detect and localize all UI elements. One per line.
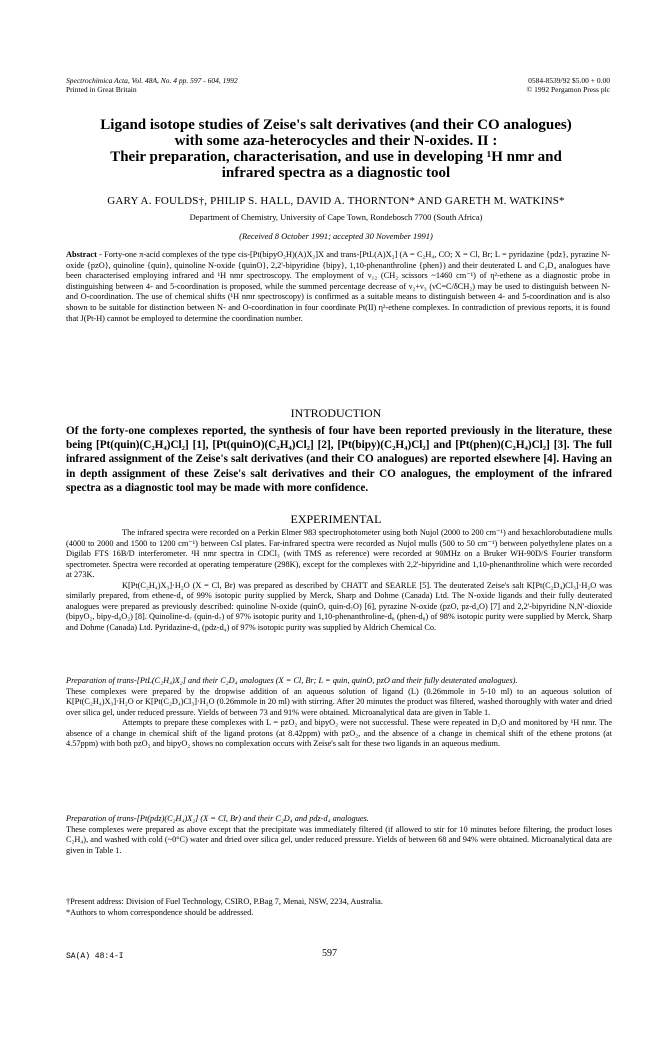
page-number: 597 (322, 948, 337, 959)
introduction-text: Of the forty-one complexes reported, the synthesis of four have been reported previously in the literature, these being [Pt(quin)(C₂H₄)Cl₂] [1], [Pt(quinO)(C₂H₄)Cl₂] [2], [Pt(bipy)(C₂H₄)Cl₂] and [Pt(phen)(C₂H₄)Cl₂] [3]. The full infrared assignment of the Zeise's salt derivatives (and their CO analogues) are reported elsewhere [4]. Having an in depth assignment of these Zeise's salt derivatives and their CO analogues, the employment of the infrared spectra as a diagnostic tool may be made with more confidence. (66, 425, 612, 494)
paper-title (60, 117, 612, 181)
experimental-paragraph-2: K[Pt(C₂H₄)X₃]·H₂O (X = Cl, Br) was prepared as described by CHATT and SEARLE [5]. The deuterated Zeise's salt K[Pt(C₂D₄)Cl₃]·H₂O was similarly prepared, from ethene-d₄ of 99% isotopic purity supplied by Merck, Sharp and Dohme (Canada) Ltd. The N-oxide ligands and their fully deuterated analogues were prepared as previously described: quinoline N-oxide (quinO, quin-d₇O) [6], pyrazine N-oxide (pzO, pz-d₄O) [7] and 2,2'-bipyridine N,N'-dioxide (bipyO₂, bipy-d₈O₂) [8]. Quinoline-d₇ (quin-d₇) of 97% isotopic purity and 1,10-phenanthroline-d₈ (phen-d₈) of 98% isotopic purity were supplied by Merck, Sharp and Dohme (Canada) Ltd. Pyridazine-d₄ (pdz-d₄) of 97% isotopic purity was supplied by Aldrich Chemical Co. (66, 580, 612, 632)
sheet-code: SA(A) 48:4-I (66, 952, 124, 961)
correspondence-footnote: *Authors to whom correspondence should be addressed. (66, 907, 254, 917)
title-line-2: with some aza-heterocycles and their N-oxides. II : (174, 133, 498, 149)
title-line-4: infrared spectra as a diagnostic tool (221, 165, 451, 181)
affiliation: Department of Chemistry, University of Cape Town, Rondebosch 7700 (South Africa) (189, 212, 483, 222)
preparation-1-paragraph-2: Attempts to prepare these complexes with L = pzO₂ and bipyO₂ were not successful. These were repeated in D₂O and monitored by ¹H nmr. The absence of a change in chemical shift of the ligand protons (at 8.42ppm) with pzO₂, and the absence of a change in chemical shift of the ethene protons (at 4.57ppm) with both pzO₂ and bipyO₂ shows no complexation occurs with Zeise's salt for these two ligands in an aqueous medium. (66, 718, 612, 748)
title-line-1: Ligand isotope studies of Zeise's salt derivatives (and their CO analogues) (100, 117, 572, 133)
abstract-text: - Forty-one π-acid complexes of the type cis-[Pt(bipyO₂H)(A)X₂]X and trans-[PtL(A)X₂] (A = C₂H₄, CO; X = Cl, Br; L = pyridazine {pdz}, pyrazine N-oxide {pzO}, quinoline {quin}, quinoline N-oxide {quinO}, 2,2'-bipyridine {bipy}, 1,10-phenanthroline {phen}) and their deuterated L and C₂D₄ analogues have been characterised employing infrared and ¹H nmr spectroscopy. The employment of ν₁₂ (CH₂ scissors ~1460 cm⁻¹) of η²-ethene as a diagnostic probe in distinguishing between 4- and 5-coordination is proposed, while the summed percentage decrease of ν₂+ν₃ (νC=C/δCH₂) may be used to distinguish between N- and O-coordination. The use of chemical shifts (¹H nmr spectroscopy) is confirmed as a suitable means to distinguish between 4- and 5-coordination and is also shown to be suitable for distinction between N- and O-coordination in four coordinate Pt(II) η²-ethene complexes. In contradiction of previous reports, it is found that J(Pt-H) cannot be employed to determine the coordination number. (66, 250, 610, 323)
printed-line: Printed in Great Britain (66, 85, 137, 94)
footnotes (66, 897, 612, 918)
issn-line: 0584-8539/92 $5.00 + 0.00 (528, 76, 610, 85)
experimental-section (66, 528, 612, 633)
preparation-2-heading: Preparation of trans-[Pt(pdz)(C₂H₄)X₂] (X = Cl, Br) and their C₂D₄ and pdz-d₄ analogues. (66, 814, 369, 823)
preparation-1-heading: Preparation of trans-[PtL(C₂H₄)X₂] and their C₂D₄ analogues (X = Cl, Br; L = quin, quinO, pzO and their fully deuterated analogues). (66, 676, 518, 685)
experimental-paragraph-1: The infrared spectra were recorded on a Perkin Elmer 983 spectrophotometer using both Nujol (2000 to 200 cm⁻¹) and hexachlorobutadiene mulls (4000 to 2000 and 1500 to 1200 cm⁻¹) between CsI plates. Far-infrared spectra were recorded as Nujol mulls (500 to 50 cm⁻¹) between polyethylene plates on a Digilab FTS 16B/D interferometer. ¹H nmr spectra in CDCl₃ (with TMS as reference) were recorded at 90MHz on a Bruker WH-90D/S Fourier transform spectrometer. Spectra were recorded at operating temperature (298K), except for the complexes with 2,2'-bipyridine and 1,10-phenanthroline which were recorded at 273K. (66, 528, 612, 579)
abstract (66, 250, 610, 324)
preparation-2-paragraph-1: These complexes were prepared as above except that the precipitate was immediately filtered (if allowed to stir for 10 minutes before filtering, the product loses C₂H₄), and washed with cold (~0°C) water and dried over silica gel, under reduced pressure. Yields of between 68 and 94% were obtained. Microanalytical data are given in Table 1. (66, 824, 612, 855)
present-address-footnote: †Present address: Division of Fuel Technology, CSIRO, P.Bag 7, Menai, NSW, 2234, Australia. (66, 897, 383, 906)
copyright-line: © 1992 Pergamon Press plc (526, 85, 610, 94)
title-line-3: Their preparation, characterisation, and use in developing ¹H nmr and (110, 149, 562, 165)
preparation-section-2 (66, 814, 612, 856)
journal-citation (66, 76, 366, 94)
journal-line: Spectrochimica Acta, Vol. 48A, No. 4 pp. 597 - 604, 1992 (66, 76, 238, 85)
received-dates: (Received 8 October 1991; accepted 30 November 1991) (239, 231, 433, 241)
author-list: GARY A. FOULDS†, PHILIP S. HALL, DAVID A. THORNTON* AND GARETH M. WATKINS* (107, 195, 565, 207)
introduction-heading: INTRODUCTION (290, 406, 382, 420)
experimental-heading: EXPERIMENTAL (290, 512, 382, 526)
abstract-label: Abstract (66, 250, 97, 259)
issn-block (430, 76, 610, 94)
preparation-1-paragraph-1: These complexes were prepared by the dropwise addition of an aqueous solution of ligand (L) (0.26mmole in 5-10 ml) to an aqueous solution of K[Pt(C₂H₄)X₃]·H₂O or K[Pt(C₂D₄)Cl₃]·H₂O (0.26mmole in 20 ml) with stirring. After 20 minutes the product was filtered, washed thoroughly with water and dried over silica gel, under reduced pressure. Yields of between 73 and 91% were obtained. Microanalytical data are given in Table 1. (66, 686, 612, 717)
preparation-section-1 (66, 676, 612, 750)
